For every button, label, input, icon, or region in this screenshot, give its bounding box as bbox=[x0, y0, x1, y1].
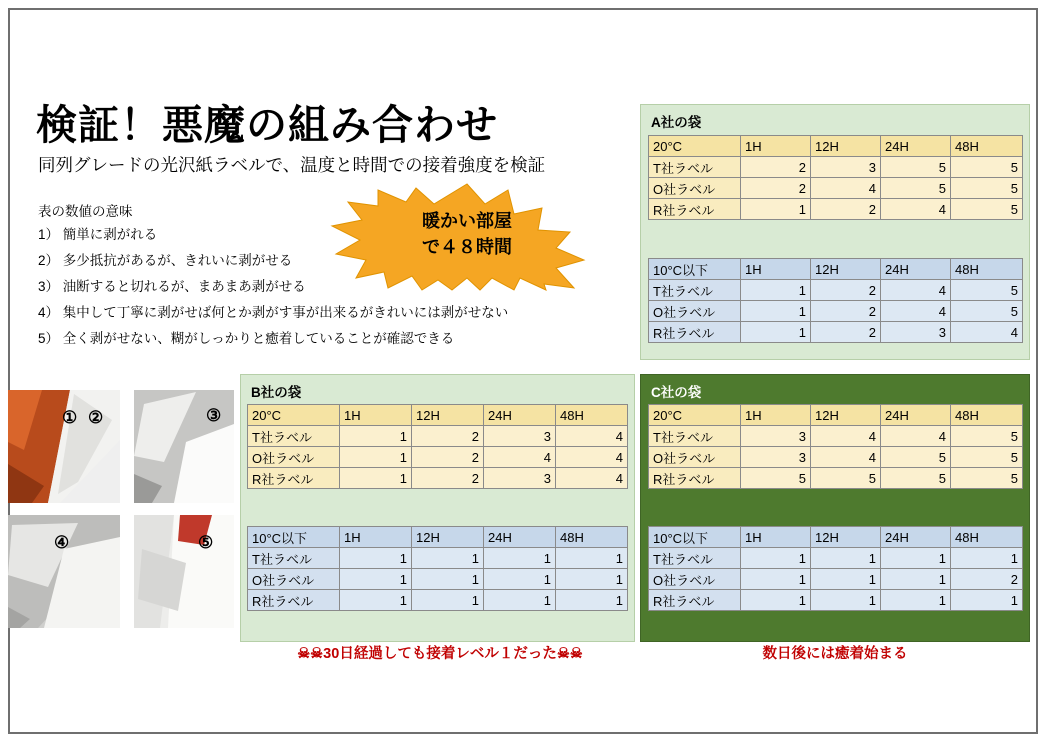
column-header: 1H bbox=[340, 527, 412, 548]
cell-value: 5 bbox=[951, 426, 1023, 447]
cell-value: 1 bbox=[741, 569, 811, 590]
table-row bbox=[649, 426, 1023, 447]
cell-value: 4 bbox=[951, 322, 1023, 343]
cell-value: 2 bbox=[412, 447, 484, 468]
cell-value: 1 bbox=[951, 590, 1023, 611]
cell-value: 2 bbox=[811, 322, 881, 343]
cell-value: 5 bbox=[951, 301, 1023, 322]
photo-image bbox=[8, 390, 120, 503]
temp-header: 10°C以下 bbox=[649, 259, 741, 280]
table-c-10c bbox=[648, 526, 1023, 611]
table-a-10c bbox=[648, 258, 1023, 343]
column-header: 1H bbox=[741, 259, 811, 280]
cell-value: 3 bbox=[741, 426, 811, 447]
page-subtitle: 同列グレードの光沢紙ラベルで、温度と時間での接着強度を検証 bbox=[38, 155, 546, 175]
cell-value: 1 bbox=[811, 569, 881, 590]
cell-value: 5 bbox=[951, 157, 1023, 178]
cell-value: 2 bbox=[412, 468, 484, 489]
table-row bbox=[649, 322, 1023, 343]
column-header: 48H bbox=[951, 527, 1023, 548]
cell-value: 4 bbox=[881, 199, 951, 220]
photo-number: ① bbox=[62, 408, 78, 427]
table-row bbox=[248, 447, 628, 468]
column-header: 24H bbox=[881, 527, 951, 548]
cell-value: 5 bbox=[881, 468, 951, 489]
cell-value: 2 bbox=[811, 199, 881, 220]
cell-value: 1 bbox=[412, 590, 484, 611]
table-a-20c bbox=[648, 135, 1023, 220]
table-row bbox=[649, 280, 1023, 301]
temp-header: 10°C以下 bbox=[649, 527, 741, 548]
column-header: 1H bbox=[741, 136, 811, 157]
cell-value: 3 bbox=[484, 426, 556, 447]
table-header-row bbox=[248, 405, 628, 426]
cell-value: 2 bbox=[951, 569, 1023, 590]
panel-title: C社の袋 bbox=[651, 385, 702, 400]
cell-value: 1 bbox=[340, 447, 412, 468]
photo-label-peel-5 bbox=[134, 515, 234, 628]
photo-label-peel-1-2 bbox=[8, 390, 120, 503]
table-header-row bbox=[649, 136, 1023, 157]
cell-value: 1 bbox=[741, 199, 811, 220]
photo-image bbox=[134, 515, 234, 628]
temp-header: 10°C以下 bbox=[248, 527, 340, 548]
cell-value: 3 bbox=[881, 322, 951, 343]
cell-value: 4 bbox=[881, 426, 951, 447]
cell-value: 4 bbox=[881, 280, 951, 301]
starburst-text bbox=[322, 208, 612, 260]
cell-value: 4 bbox=[811, 178, 881, 199]
cell-value: 1 bbox=[881, 548, 951, 569]
cell-value: 1 bbox=[881, 569, 951, 590]
table-row bbox=[649, 301, 1023, 322]
table-row bbox=[649, 199, 1023, 220]
cell-value: 1 bbox=[741, 280, 811, 301]
column-header: 48H bbox=[556, 527, 628, 548]
cell-value: 5 bbox=[951, 178, 1023, 199]
photo-label-peel-4 bbox=[8, 515, 120, 628]
cell-value: 1 bbox=[556, 569, 628, 590]
row-label: R社ラベル bbox=[248, 468, 340, 489]
column-header: 24H bbox=[484, 405, 556, 426]
cell-value: 5 bbox=[951, 199, 1023, 220]
row-label: O社ラベル bbox=[649, 178, 741, 199]
panel-title: A社の袋 bbox=[651, 115, 702, 130]
column-header: 12H bbox=[811, 136, 881, 157]
cell-value: 2 bbox=[741, 178, 811, 199]
row-label: O社ラベル bbox=[248, 569, 340, 590]
list-item: 3） 油断すると切れるが、まあまあ剥がせる bbox=[38, 279, 306, 294]
cell-value: 5 bbox=[951, 468, 1023, 489]
row-label: T社ラベル bbox=[649, 157, 741, 178]
column-header: 24H bbox=[881, 136, 951, 157]
table-b-10c bbox=[247, 526, 628, 611]
table-row bbox=[649, 548, 1023, 569]
row-label: O社ラベル bbox=[649, 569, 741, 590]
table-c-20c bbox=[648, 404, 1023, 489]
starburst-callout bbox=[322, 182, 612, 292]
cell-value: 2 bbox=[811, 301, 881, 322]
starburst-line1: 暖かい部屋 bbox=[422, 211, 512, 231]
cell-value: 1 bbox=[741, 322, 811, 343]
cell-value: 4 bbox=[881, 301, 951, 322]
cell-value: 1 bbox=[741, 548, 811, 569]
cell-value: 1 bbox=[951, 548, 1023, 569]
cell-value: 5 bbox=[881, 178, 951, 199]
cell-value: 1 bbox=[811, 548, 881, 569]
list-item: 5） 全く剥がせない、糊がしっかりと癒着していることが確認できる bbox=[38, 331, 455, 346]
cell-value: 1 bbox=[484, 590, 556, 611]
table-b-20c bbox=[247, 404, 628, 489]
row-label: R社ラベル bbox=[248, 590, 340, 611]
cell-value: 1 bbox=[881, 590, 951, 611]
row-label: R社ラベル bbox=[649, 322, 741, 343]
column-header: 12H bbox=[412, 405, 484, 426]
table-row bbox=[248, 426, 628, 447]
table-row bbox=[649, 157, 1023, 178]
cell-value: 4 bbox=[556, 468, 628, 489]
photo-number: ⑤ bbox=[198, 533, 214, 552]
table-row bbox=[649, 468, 1023, 489]
cell-value: 4 bbox=[556, 426, 628, 447]
column-header: 12H bbox=[412, 527, 484, 548]
table-row bbox=[649, 569, 1023, 590]
cell-value: 3 bbox=[741, 447, 811, 468]
cell-value: 1 bbox=[340, 426, 412, 447]
table-row bbox=[248, 590, 628, 611]
column-header: 48H bbox=[951, 136, 1023, 157]
photo-label-peel-3 bbox=[134, 390, 234, 503]
table-row bbox=[649, 447, 1023, 468]
cell-value: 1 bbox=[556, 590, 628, 611]
table-row bbox=[248, 468, 628, 489]
cell-value: 2 bbox=[412, 426, 484, 447]
cell-value: 1 bbox=[484, 548, 556, 569]
cell-value: 1 bbox=[556, 548, 628, 569]
temp-header: 20°C bbox=[649, 136, 741, 157]
row-label: O社ラベル bbox=[649, 301, 741, 322]
cell-value: 4 bbox=[556, 447, 628, 468]
list-item: 4） 集中して丁寧に剥がせば何とか剥がす事が出来るがきれいには剥がせない bbox=[38, 305, 509, 320]
list-item: 2） 多少抵抗があるが、きれいに剥がせる bbox=[38, 253, 293, 268]
legend-heading: 表の数値の意味 bbox=[38, 204, 133, 219]
page-title: 検証！悪魔の組み合わせ bbox=[36, 102, 498, 148]
row-label: T社ラベル bbox=[649, 280, 741, 301]
row-label: T社ラベル bbox=[649, 548, 741, 569]
table-row bbox=[649, 590, 1023, 611]
cell-value: 1 bbox=[340, 548, 412, 569]
cell-value: 1 bbox=[741, 301, 811, 322]
cell-value: 4 bbox=[811, 447, 881, 468]
cell-value: 5 bbox=[741, 468, 811, 489]
cell-value: 1 bbox=[340, 590, 412, 611]
table-header-row bbox=[649, 527, 1023, 548]
cell-value: 1 bbox=[412, 569, 484, 590]
photo-image bbox=[8, 515, 120, 628]
cell-value: 1 bbox=[811, 590, 881, 611]
cell-value: 1 bbox=[741, 590, 811, 611]
cell-value: 1 bbox=[340, 569, 412, 590]
column-header: 48H bbox=[556, 405, 628, 426]
cell-value: 1 bbox=[340, 468, 412, 489]
cell-value: 5 bbox=[951, 280, 1023, 301]
table-row bbox=[649, 178, 1023, 199]
cell-value: 1 bbox=[412, 548, 484, 569]
cell-value: 2 bbox=[741, 157, 811, 178]
table-header-row bbox=[649, 405, 1023, 426]
cell-value: 3 bbox=[484, 468, 556, 489]
column-header: 12H bbox=[811, 527, 881, 548]
column-header: 12H bbox=[811, 405, 881, 426]
column-header: 1H bbox=[340, 405, 412, 426]
row-label: R社ラベル bbox=[649, 468, 741, 489]
photo-number: ③ bbox=[206, 406, 222, 425]
photo-number: ② bbox=[88, 408, 104, 427]
column-header: 48H bbox=[951, 259, 1023, 280]
table-row bbox=[248, 548, 628, 569]
cell-value: 4 bbox=[484, 447, 556, 468]
row-label: T社ラベル bbox=[248, 426, 340, 447]
column-header: 24H bbox=[881, 259, 951, 280]
cell-value: 5 bbox=[881, 157, 951, 178]
cell-value: 2 bbox=[811, 280, 881, 301]
column-header: 12H bbox=[811, 259, 881, 280]
table-header-row bbox=[649, 259, 1023, 280]
cell-value: 5 bbox=[881, 447, 951, 468]
column-header: 1H bbox=[741, 405, 811, 426]
row-label: R社ラベル bbox=[649, 199, 741, 220]
list-item: 1） 簡単に剥がれる bbox=[38, 227, 158, 242]
row-label: O社ラベル bbox=[248, 447, 340, 468]
column-header: 24H bbox=[484, 527, 556, 548]
temp-header: 20°C bbox=[248, 405, 340, 426]
panel-title: B社の袋 bbox=[251, 385, 302, 400]
row-label: O社ラベル bbox=[649, 447, 741, 468]
row-label: R社ラベル bbox=[649, 590, 741, 611]
column-header: 24H bbox=[881, 405, 951, 426]
cell-value: 4 bbox=[811, 426, 881, 447]
cell-value: 5 bbox=[811, 468, 881, 489]
column-header: 1H bbox=[741, 527, 811, 548]
column-header: 48H bbox=[951, 405, 1023, 426]
photo-number: ④ bbox=[54, 533, 70, 552]
caption-company-b: ☠☠30日経過しても接着レベル１だった☠☠ bbox=[297, 646, 583, 662]
table-header-row bbox=[248, 527, 628, 548]
caption-company-c: 数日後には癒着始まる bbox=[762, 646, 908, 662]
row-label: T社ラベル bbox=[248, 548, 340, 569]
cell-value: 3 bbox=[811, 157, 881, 178]
cell-value: 5 bbox=[951, 447, 1023, 468]
starburst-line2: で４８時間 bbox=[422, 237, 512, 257]
row-label: T社ラベル bbox=[649, 426, 741, 447]
table-row bbox=[248, 569, 628, 590]
cell-value: 1 bbox=[484, 569, 556, 590]
temp-header: 20°C bbox=[649, 405, 741, 426]
